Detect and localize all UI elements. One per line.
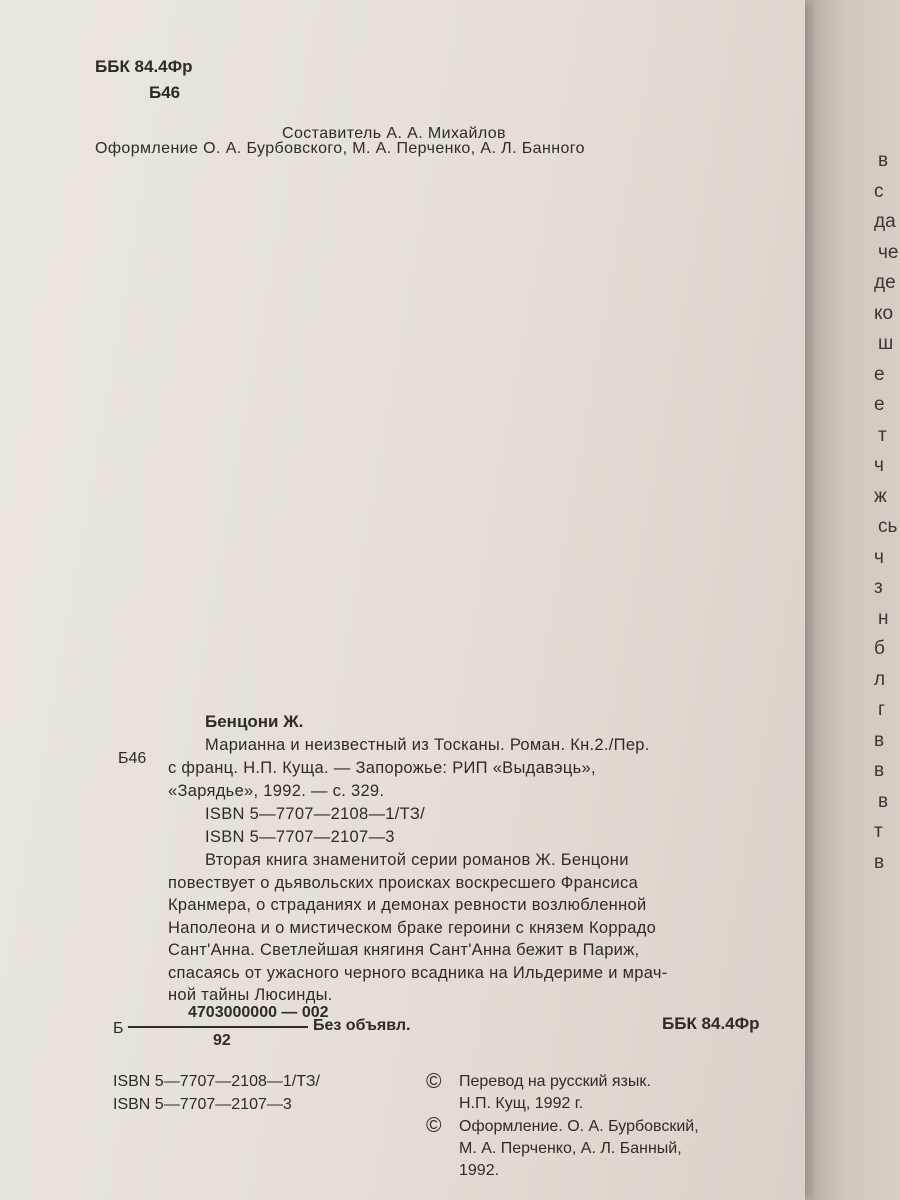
next-page-edge <box>810 0 900 1200</box>
next-page-fragment: ч <box>874 455 884 476</box>
next-page-fragment: в <box>874 729 885 751</box>
next-page-fragment: че <box>878 241 899 263</box>
next-page-fragment: ж <box>874 485 887 507</box>
next-page-fragment: де <box>874 272 896 293</box>
annotation-line: Сант'Анна. Светлейшая княгиня Сант'Анна бежит в Париж, <box>168 941 640 959</box>
catalog-author: Бенцони Ж. <box>205 712 304 731</box>
bbk-code-top: ББК 84.4Фр <box>95 57 193 76</box>
compiler-line: Составитель А. А. Михайлов <box>282 125 506 142</box>
bibliographic-line: «Зарядье», 1992. — с. 329. <box>168 782 385 800</box>
annotation-line: ной тайны Люсинды. <box>168 986 333 1004</box>
copyright-design-line-3: 1992. <box>459 1162 500 1179</box>
next-page-fragment: ко <box>874 302 894 324</box>
annotation-line: повествует о дьявольских происках воскресшего Франсиса <box>168 873 639 892</box>
copyright-icon: © <box>426 1114 442 1137</box>
next-page-fragment: з <box>874 577 883 598</box>
next-page-fragment: т <box>878 424 887 446</box>
bibliographic-line: ISBN 5—7707—2108—1/ТЗ/ <box>205 805 425 823</box>
formula-denominator: 92 <box>213 1032 231 1049</box>
next-page-fragment: г <box>878 699 885 720</box>
next-page-fragment: е <box>874 363 885 385</box>
catalog-code: Б46 <box>118 750 147 767</box>
annotation-line: Вторая книга знаменитой серии романов Ж. Бенцони <box>205 851 629 869</box>
next-page-fragment: е <box>874 394 885 415</box>
next-page-fragment: да <box>874 211 896 232</box>
next-page-fragment: в <box>878 150 889 171</box>
next-page-fragment: л <box>874 668 886 690</box>
bibliographic-line: ISBN 5—7707—2107—3 <box>205 828 395 846</box>
next-page-fragment: б <box>874 638 885 659</box>
design-credit-line: Оформление О. А. Бурбовского, М. А. Перченко, А. Л. Банного <box>95 140 585 157</box>
annotation-line: спасаясь от ужасного черного всадника на Ильдериме и мрач- <box>168 963 668 982</box>
copyright-translation-line-1: Перевод на русский язык. <box>459 1073 651 1090</box>
formula-letter: Б <box>113 1020 124 1037</box>
next-page-fragment: сь <box>878 516 898 537</box>
next-page-fragment: в <box>878 790 889 812</box>
next-page-fragment: с <box>874 180 884 202</box>
author-code-top: Б46 <box>149 83 181 102</box>
copyright-icon: © <box>426 1070 442 1093</box>
next-page-fragment: в <box>874 760 885 781</box>
formula-note: Без объявл. <box>313 1017 411 1034</box>
copyright-translation-line-2: Н.П. Кущ, 1992 г. <box>459 1095 584 1112</box>
formula-bbk: ББК 84.4Фр <box>662 1014 760 1033</box>
copyright-design-line-2: М. А. Перченко, А. Л. Банный, <box>459 1140 682 1157</box>
annotation-line: Кранмера, о страданиях и демонах ревности возлюбленной <box>168 896 647 914</box>
bibliographic-line: с франц. Н.П. Куща. — Запорожье: РИП «Выдавэць», <box>168 759 596 777</box>
copyright-design-line-1: Оформление. О. А. Бурбовский, <box>459 1118 699 1135</box>
next-page-fragment: ш <box>878 333 894 354</box>
footer-isbn-2: ISBN 5—7707—2107—3 <box>113 1096 292 1113</box>
bibliographic-line: Марианна и неизвестный из Тосканы. Роман. Кн.2./Пер. <box>205 736 650 754</box>
annotation-line: Наполеона и о мистическом браке героини с князем Коррадо <box>168 918 657 937</box>
next-page-fragment: т <box>874 821 883 842</box>
next-page-fragment: ч <box>874 546 884 568</box>
next-page-fragment: в <box>874 851 885 873</box>
formula-divider <box>128 1026 308 1028</box>
formula-numerator: 4703000000 — 002 <box>188 1004 329 1021</box>
footer-isbn-1: ISBN 5—7707—2108—1/ТЗ/ <box>113 1073 320 1090</box>
next-page-fragment: н <box>878 607 889 629</box>
